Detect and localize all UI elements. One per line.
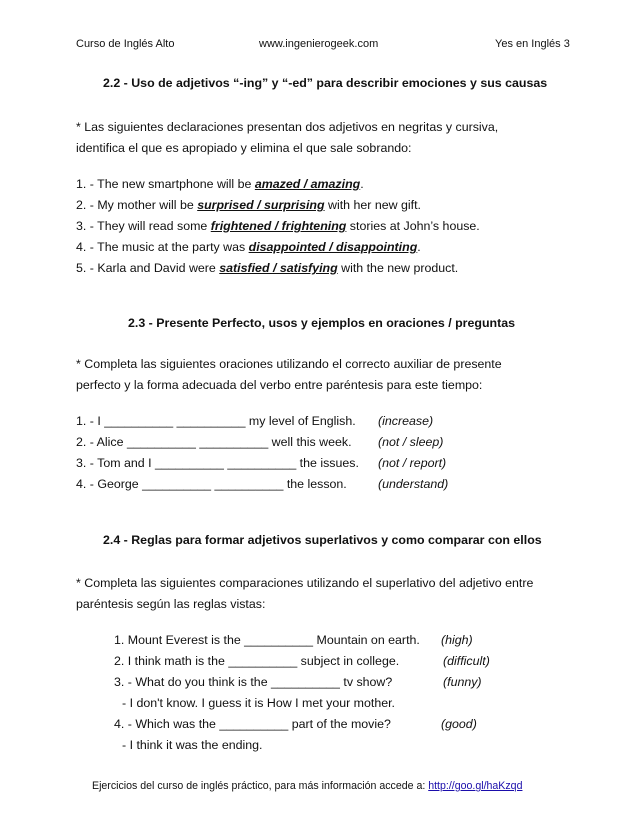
exercise-2-2-item-5 (76, 261, 458, 275)
item-text: 3. - They will read some (76, 219, 211, 233)
item-text-end: with her new gift. (324, 198, 421, 212)
header-website: www.ingenierogeek.com (259, 38, 379, 50)
item-text: 2. - My mother will be (76, 198, 198, 212)
section-2-2-title: 2.2 - Uso de adjetivos “-ing” y “-ed” para describir emociones y sus causas (103, 76, 548, 90)
section-2-4-intro-line-1: * Completa las siguientes comparaciones utilizando el superlativo del adjetivo entre (76, 576, 534, 590)
verb-hint: (increase) (378, 414, 434, 428)
exercise-2-4-item-4: 4. - Which was the __________ part of the movie? (114, 717, 391, 731)
adjective-options: satisfied / satisfying (219, 261, 338, 275)
header-lesson: Yes en Inglés 3 (495, 38, 570, 50)
exercise-2-3-item-1: 1. - I __________ __________ my level of English. (76, 414, 356, 428)
adjective-hint: (funny) (443, 675, 482, 689)
verb-hint: (understand) (378, 477, 449, 491)
adjective-options: surprised / surprising (197, 198, 325, 212)
section-2-4-title: 2.4 - Reglas para formar adjetivos superlativos y como comparar con ellos (103, 533, 542, 547)
exercise-2-3-item-3: 3. - Tom and I __________ __________ the issues. (76, 456, 359, 470)
footer-note (92, 780, 522, 792)
verb-hint: (not / sleep) (378, 435, 444, 449)
exercise-2-2-item-2 (76, 198, 421, 212)
exercise-2-3-item-4: 4. - George __________ __________ the lesson. (76, 477, 347, 491)
exercise-2-3-item-2: 2. - Alice __________ __________ well this week. (76, 435, 352, 449)
exercise-2-4-item-1: 1. Mount Everest is the __________ Mountain on earth. (114, 633, 420, 647)
adjective-hint: (difficult) (443, 654, 490, 668)
verb-hint: (not / report) (378, 456, 447, 470)
section-2-3-intro-line-1: * Completa las siguientes oraciones utilizando el correcto auxiliar de presente (76, 357, 502, 371)
exercise-2-4-item-4-answer: - I think it was the ending. (122, 738, 263, 752)
adjective-options: frightened / frightening (210, 219, 347, 233)
header-course-name: Curso de Inglés Alto (76, 38, 175, 50)
item-text-end: with the new product. (337, 261, 459, 275)
adjective-hint: (high) (441, 633, 473, 647)
section-2-2-intro-line-1: * Las siguientes declaraciones presentan dos adjetivos en negritas y cursiva, (76, 120, 499, 134)
exercise-2-4-item-3-answer: - I don't know. I guess it is How I met your mother. (122, 696, 396, 710)
item-text: 1. - The new smartphone will be (76, 177, 255, 191)
item-text: 5. - Karla and David were (76, 261, 220, 275)
item-text: 4. - The music at the party was (76, 240, 249, 254)
exercise-2-4-item-3: 3. - What do you think is the __________ tv show? (114, 675, 393, 689)
item-text-end: . (360, 177, 364, 191)
section-2-2-intro-line-2: identifica el que es apropiado y elimina el que sale sobrando: (76, 141, 412, 155)
section-2-3-intro-line-2: perfecto y la forma adecuada del verbo entre paréntesis para este tiempo: (76, 378, 483, 392)
section-2-4-intro-line-2: paréntesis según las reglas vistas: (76, 597, 266, 611)
section-2-3-title: 2.3 - Presente Perfecto, usos y ejemplos en oraciones / preguntas (128, 316, 516, 330)
adjective-hint: (good) (441, 717, 477, 731)
item-text-end: stories at John’s house. (346, 219, 480, 233)
exercise-2-4-item-2: 2. I think math is the __________ subject in college. (114, 654, 400, 668)
adjective-options: disappointed / disappointing (248, 240, 418, 254)
exercise-2-2-item-3 (76, 219, 480, 233)
exercise-2-2-item-4 (76, 240, 421, 254)
item-text-end: . (417, 240, 421, 254)
footer-text: Ejercicios del curso de inglés práctico, para más información accede a: (92, 780, 429, 792)
adjective-options: amazed / amazing (254, 177, 361, 191)
footer-link[interactable]: http://goo.gl/haKzqd (428, 780, 523, 792)
exercise-2-2-item-1 (76, 177, 364, 191)
